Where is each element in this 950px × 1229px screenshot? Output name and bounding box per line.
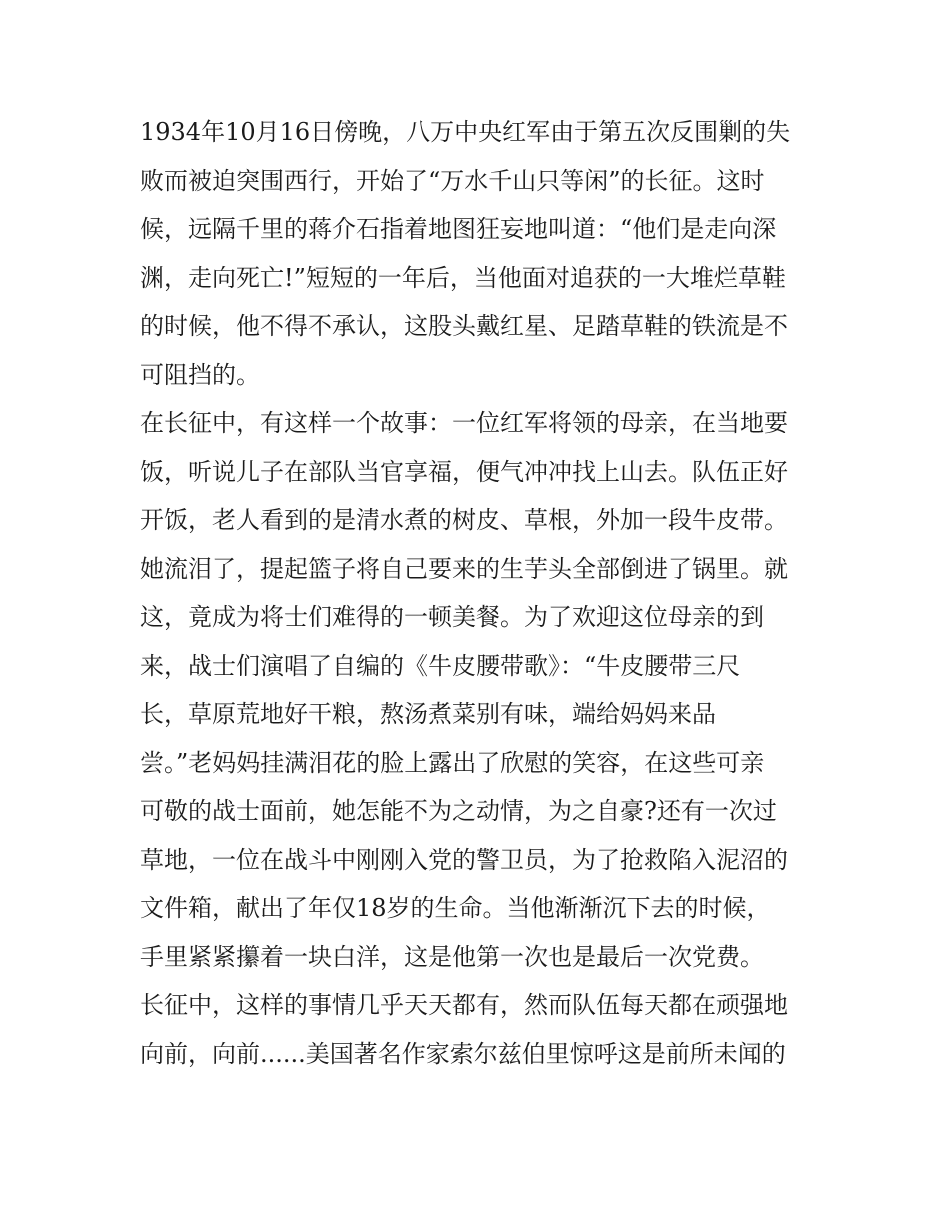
text-line: 来，战士们演唱了自编的《牛皮腰带歌》：“牛皮腰带三尺	[140, 651, 741, 680]
text-line: 1934年10月16日傍晚，八万中央红军由于第五次反围剿的失	[140, 118, 791, 146]
text-line: 尝。”老妈妈挂满泪花的脸上露出了欣慰的笑容，在这些可亲	[140, 748, 765, 777]
text-line: 文件箱，献出了年仅18岁的生命。当他渐渐沉下去的时候，	[140, 894, 771, 922]
text-line: 她流泪了，提起篮子将自己要来的生芋头全部倒进了锅里。就	[140, 554, 788, 583]
text-line: 可敬的战士面前，她怎能不为之动情，为之自豪?还有一次过	[140, 797, 777, 825]
text-line: 可阻挡的。	[140, 360, 260, 389]
text-line: 草地，一位在战斗中刚刚入党的警卫员，为了抢救陷入泥沼的	[140, 845, 788, 874]
text-line: 向前，向前......美国著名作家索尔兹伯里惊呼这是前所未闻的	[140, 1039, 786, 1068]
text-line: 在长征中，有这样一个故事：一位红军将领的母亲，在当地要	[140, 409, 788, 437]
text-line: 这，竟成为将士们难得的一顿美餐。为了欢迎这位母亲的到	[140, 603, 764, 631]
text-line: 长，草原荒地好干粮，熬汤煮菜别有味，端给妈妈来品	[140, 700, 716, 728]
text-line: 败而被迫突围西行，开始了“万水千山只等闲”的长征。这时	[140, 166, 765, 195]
text-line: 的时候，他不得不承认，这股头戴红星、足踏草鞋的铁流是不	[140, 312, 788, 340]
text-line: 手里紧紧攥着一块白洋，这是他第一次也是最后一次党费。	[140, 942, 764, 971]
text-line: 长征中，这样的事情几乎天天都有，然而队伍每天都在顽强地	[140, 991, 788, 1019]
text-line: 开饭，老人看到的是清水煮的树皮、草根，外加一段牛皮带。	[140, 506, 788, 534]
body-text	[140, 108, 820, 1078]
text-line: 候，远隔千里的蒋介石指着地图狂妄地叫道：“他们是走向深	[140, 215, 777, 243]
text-line: 饭，听说儿子在部队当官享福，便气冲冲找上山去。队伍正好	[140, 457, 788, 486]
text-line: 渊，走向死亡!”短短的一年后，当他面对追获的一大堆烂草鞋	[140, 263, 786, 292]
